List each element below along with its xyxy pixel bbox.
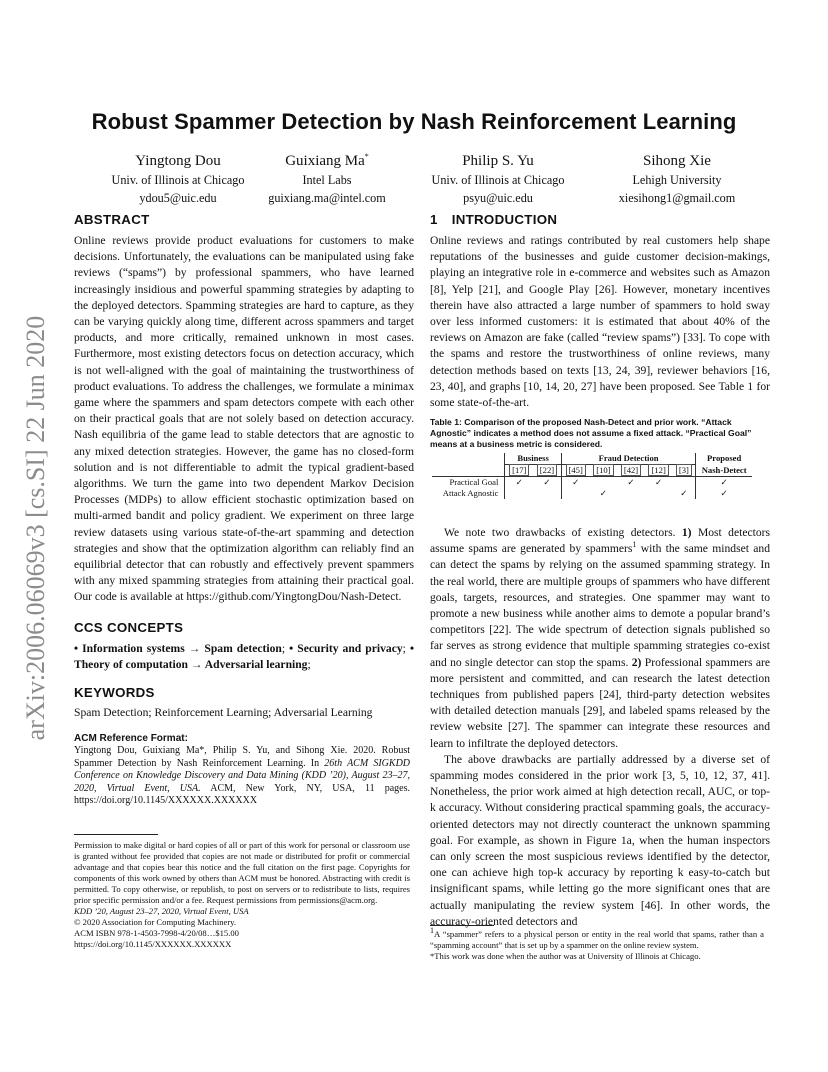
section-title: INTRODUCTION xyxy=(451,212,558,227)
author-email: psyu@uic.edu xyxy=(463,191,533,205)
author-block xyxy=(403,151,593,207)
table-cell: ✓ xyxy=(696,477,752,489)
author-name: Sihong Xie xyxy=(643,153,711,169)
conference-info: KDD ’20, August 23–27, 2020, Virtual Event, USA xyxy=(74,906,249,916)
reference-format-heading: ACM Reference Format: xyxy=(74,733,188,744)
footnote-rule xyxy=(430,925,494,926)
table-cell: ✓ xyxy=(561,477,589,489)
isbn: ACM ISBN 978-1-4503-7998-4/20/08…$15.00 xyxy=(74,928,239,938)
footnote: *This work was done when the author was at University of Illinois at Chicago. xyxy=(430,951,701,961)
reference-venue: 26th ACM SIGKDD Conference on Knowledge Discovery and Data Mining (KDD ’20), August 23–27, 2020, Virtual Event, USA. xyxy=(74,757,411,794)
copyright-notice: © 2020 Association for Computing Machinery. xyxy=(74,917,237,927)
author-email: guixiang.ma@intel.com xyxy=(268,191,386,205)
table-citation: [12] xyxy=(648,464,668,476)
table-cell xyxy=(590,477,618,489)
table-label: Table 1: xyxy=(430,417,462,427)
intro-paragraph: The above drawbacks are partially addressed by a diverse set of spamming modes considered in the prior work [3, 5, 10, 12, 37, 41]. Nonetheless, the prior work aimed at high detection recall, AUC, or top-k accuracy. Without considering practical spamming goals, the accuracy-oriented detectors may not directly counteract the unknown spamming goal. For example, as shown in Figure 1a, when the human inspectors can only screen the most suspicious reviews identified by the detector, one can achieve high top-k accuracy by reporting k easy-to-catch but insignificant spams, while letting go the more significant ones that are actually manipulating the review system [46]. In other words, the accuracy-oriented detectors and xyxy=(430,752,770,928)
reference-format-text: Yingtong Dou, Guixiang Ma*, Philip S. Yu, and Sihong Xie. 2020. Robust Spammer Detection by Nash Reinforcement Learning. In 26th ACM SIGKDD Conference on Knowledge Discovery and Data Mining (KDD ’20), August 23–27, 2020, Virtual Event, USA. ACM, New York, NY, USA, 11 pages. https://doi.org/10.1145/XXXXXX.XXXXXX xyxy=(74,745,411,807)
keywords-text: Spam Detection; Reinforcement Learning; Adversarial Learning xyxy=(74,706,373,719)
author-block xyxy=(232,151,422,207)
table-cell: ✓ xyxy=(599,488,607,498)
intro-paragraph: We note two drawbacks of existing detectors. 1) Most detectors assume spams are generated by spammers$^1$ with the same mindset and can detect the spams by relying on the assumed spamming strategy. In the real world, there are multiple groups of spammers who have different goals, targets, resources, and strategies. One spammer may want to promote a new business while another aims to demote a popular brand’s competitors [22]. The wide spectrum of detection signals published so far serves as strong evidence that multiple spamming strategies co-exist and no single detector can stop the spams. 2) Professional spammers are more persistent and committed, and can research the latest detection techniques from published papers [24], third-party detection websites with detailed detection manuals [29], and labeled spams released by the review website [27]. The spammer can integrate these resources and learn to infiltrate the deployed detectors. The above drawbacks are partially addressed by a diverse set of spamming modes considered in the prior work [3, 5, 10, 12, 37, 41]. Nonetheless, the prior work aimed at high detection recall, AUC, or top-k accuracy. Without considering practical spamming goals, the accuracy-oriented detectors may not directly counteract the unknown spamming goal. For example, as shown in Figure 1a, when the human inspectors can only screen the most suspicious reviews identified by the detector, one can achieve high top-k accuracy by reporting k easy-to-catch but insignificant spams, while letting go the more significant ones that are actually manipulating the review system [46]. In other words, the accuracy-oriented detectors and xyxy=(430,525,770,930)
keywords-heading: KEYWORDS xyxy=(74,685,155,700)
table-citation: [45] xyxy=(566,464,586,476)
table-group-header: Proposed xyxy=(696,453,752,465)
author-email: ydou5@uic.edu xyxy=(139,191,217,205)
author-name: Yingtong Dou xyxy=(135,153,221,169)
ccs-concept: • Information systems → Spam detection xyxy=(74,642,282,655)
ccs-concept: • Security and privacy xyxy=(289,642,403,655)
table-citation: [17] xyxy=(509,464,529,476)
table-cell xyxy=(645,488,673,499)
footer-rule xyxy=(74,834,158,835)
table-citation: [42] xyxy=(621,464,641,476)
author-mark: * xyxy=(364,152,369,161)
ccs-concept: • Theory of computation → Adversarial learning xyxy=(74,642,414,672)
table-cell: ✓ xyxy=(505,477,533,489)
section-number: 1 xyxy=(430,212,438,227)
section-heading-introduction xyxy=(430,212,557,227)
author-name: Guixiang Ma xyxy=(285,153,365,169)
table-cell xyxy=(672,477,695,489)
table-citation: [10] xyxy=(593,464,613,476)
table-caption xyxy=(430,417,760,450)
author-block xyxy=(582,151,772,207)
author-affiliation: Lehigh University xyxy=(632,173,722,187)
author-affiliation: Intel Labs xyxy=(302,173,352,187)
table-cell: ✓ xyxy=(617,477,645,489)
proposed-method-name: Nash-Detect xyxy=(696,465,752,477)
ccs-heading: CCS CONCEPTS xyxy=(74,620,184,635)
table-cell xyxy=(617,488,645,499)
arxiv-stamp xyxy=(0,0,60,1072)
table-caption-text: Comparison of the proposed Nash-Detect and prior work. “Attack Agnostic” indicates a method does not assume a fixed attack. “Practical Goal” means at a business metric is considered. xyxy=(430,417,752,449)
table-citation: [3] xyxy=(676,464,692,476)
paper-title: Robust Spammer Detection by Nash Reinforcement Learning xyxy=(91,109,737,134)
abstract-heading: ABSTRACT xyxy=(74,212,150,227)
table-row xyxy=(432,477,752,489)
table-group-header: Fraud Detection xyxy=(561,453,695,465)
table-ref-row xyxy=(432,465,752,477)
table-citation: [22] xyxy=(537,464,557,476)
arxiv-identifier: arXiv:2006.06069v3 [cs.SI] 22 Jun 2020 xyxy=(21,315,50,741)
table-cell: ✓ xyxy=(696,488,752,499)
table-cell xyxy=(533,488,561,499)
table-cell xyxy=(561,488,589,499)
permission-text: Permission to make digital or hard copies of all or part of this work for personal or classroom use is granted without fee provided that copies are not made or distributed for profit or commercial advantage and that copies bear this notice and the full citation on the first page. Copyrights for components of this work owned by others than ACM must be honored. Abstracting with credit is permitted. To copy otherwise, or republish, to post on servers or to redistribute to lists, requires prior specific permission and/or a fee. Request permissions from permissions@acm.org. xyxy=(74,840,410,905)
footnotes xyxy=(430,926,764,962)
author-email: xiesihong1@gmail.com xyxy=(618,191,736,205)
table-row xyxy=(432,488,752,499)
footnote: 1A “spammer” refers to a physical person or entity in the real world that spams, rather than a “spamming account” that is set up by a spammer on the online review system. xyxy=(430,926,764,950)
permission-block xyxy=(74,840,410,950)
table-row-label: Practical Goal xyxy=(432,477,505,489)
table-cell xyxy=(505,488,533,499)
table-header-row xyxy=(432,453,752,465)
table-group-header: Business xyxy=(505,453,561,465)
doi: https://doi.org/10.1145/XXXXXX.XXXXXX xyxy=(74,939,232,949)
table-cell: ✓ xyxy=(645,477,673,489)
ccs-concepts: • Information systems → Spam detection; • Security and privacy; • Theory of computation → Adversarial learning; xyxy=(74,642,414,672)
comparison-table xyxy=(432,453,752,499)
author-affiliation: Univ. of Illinois at Chicago xyxy=(431,173,565,187)
table-cell: ✓ xyxy=(533,477,561,489)
table-cell: ✓ xyxy=(680,488,688,498)
intro-paragraph: Online reviews and ratings contributed by real customers help shape reputations of the businesses and guide customer decision-makings, playing an integrative role in e-commerce and websites such as Amazon [8], Yelp [21], and Google Play [26]. However, monetary incentives therein have also attracted a large number of spammers to hold sway over less informed customers: it is estimated that about 40% of the reviews on Amazon are fake (called “review spams”) [33]. To cope with the spams and restore the trustworthiness of online reviews, many detection methods based on texts [13, 24, 39], reviewer behaviors [16, 23, 40], and graphs [10, 14, 20, 27] have been proposed. See Table 1 for some state-of-the-art. xyxy=(430,234,770,410)
abstract-text: Online reviews provide product evaluations for customers to make decisions. Unfortunately, the evaluations can be manipulated using fake reviews (“spams”) by professional spammers, who have learned increasingly insidious and powerful spamming strategies by adapting to the deployed detectors. Spamming strategies are hard to capture, as they can be varying quickly along time, different across spammers and target products, and more critically, remained unknown in most cases. Furthermore, most existing detectors focus on detection accuracy, which is not well-aligned with the goal of maintaining the trustworthiness of product evaluations. To address the challenges, we formulate a minimax game where the spammers and spam detectors compete with each other on their practical goals that are not solely based on detection accuracy. Nash equilibria of the game lead to stable detectors that are agnostic to any mixed detection strategies. However, the game has no closed-form solution and is not differentiable to admit the typical gradient-based algorithms. We turn the game into two dependent Markov Decision Processes (MDPs) to allow efficient stochastic optimization based on multi-armed bandit and policy gradient. We experiment on three large review datasets using various state-of-the-art spamming and detection strategies and show that the optimization algorithm can reliably find an equilibrial detector that can robustly and effectively prevent spammers with any mixed spamming strategies from attaining their practical goal. Our code is available at https://github.com/YingtongDou/Nash-Detect. xyxy=(74,234,414,604)
author-affiliation: Univ. of Illinois at Chicago xyxy=(111,173,245,187)
table-row-label: Attack Agnostic xyxy=(442,488,499,498)
author-name: Philip S. Yu xyxy=(462,153,534,169)
footnote-marker: 1 xyxy=(632,540,637,550)
